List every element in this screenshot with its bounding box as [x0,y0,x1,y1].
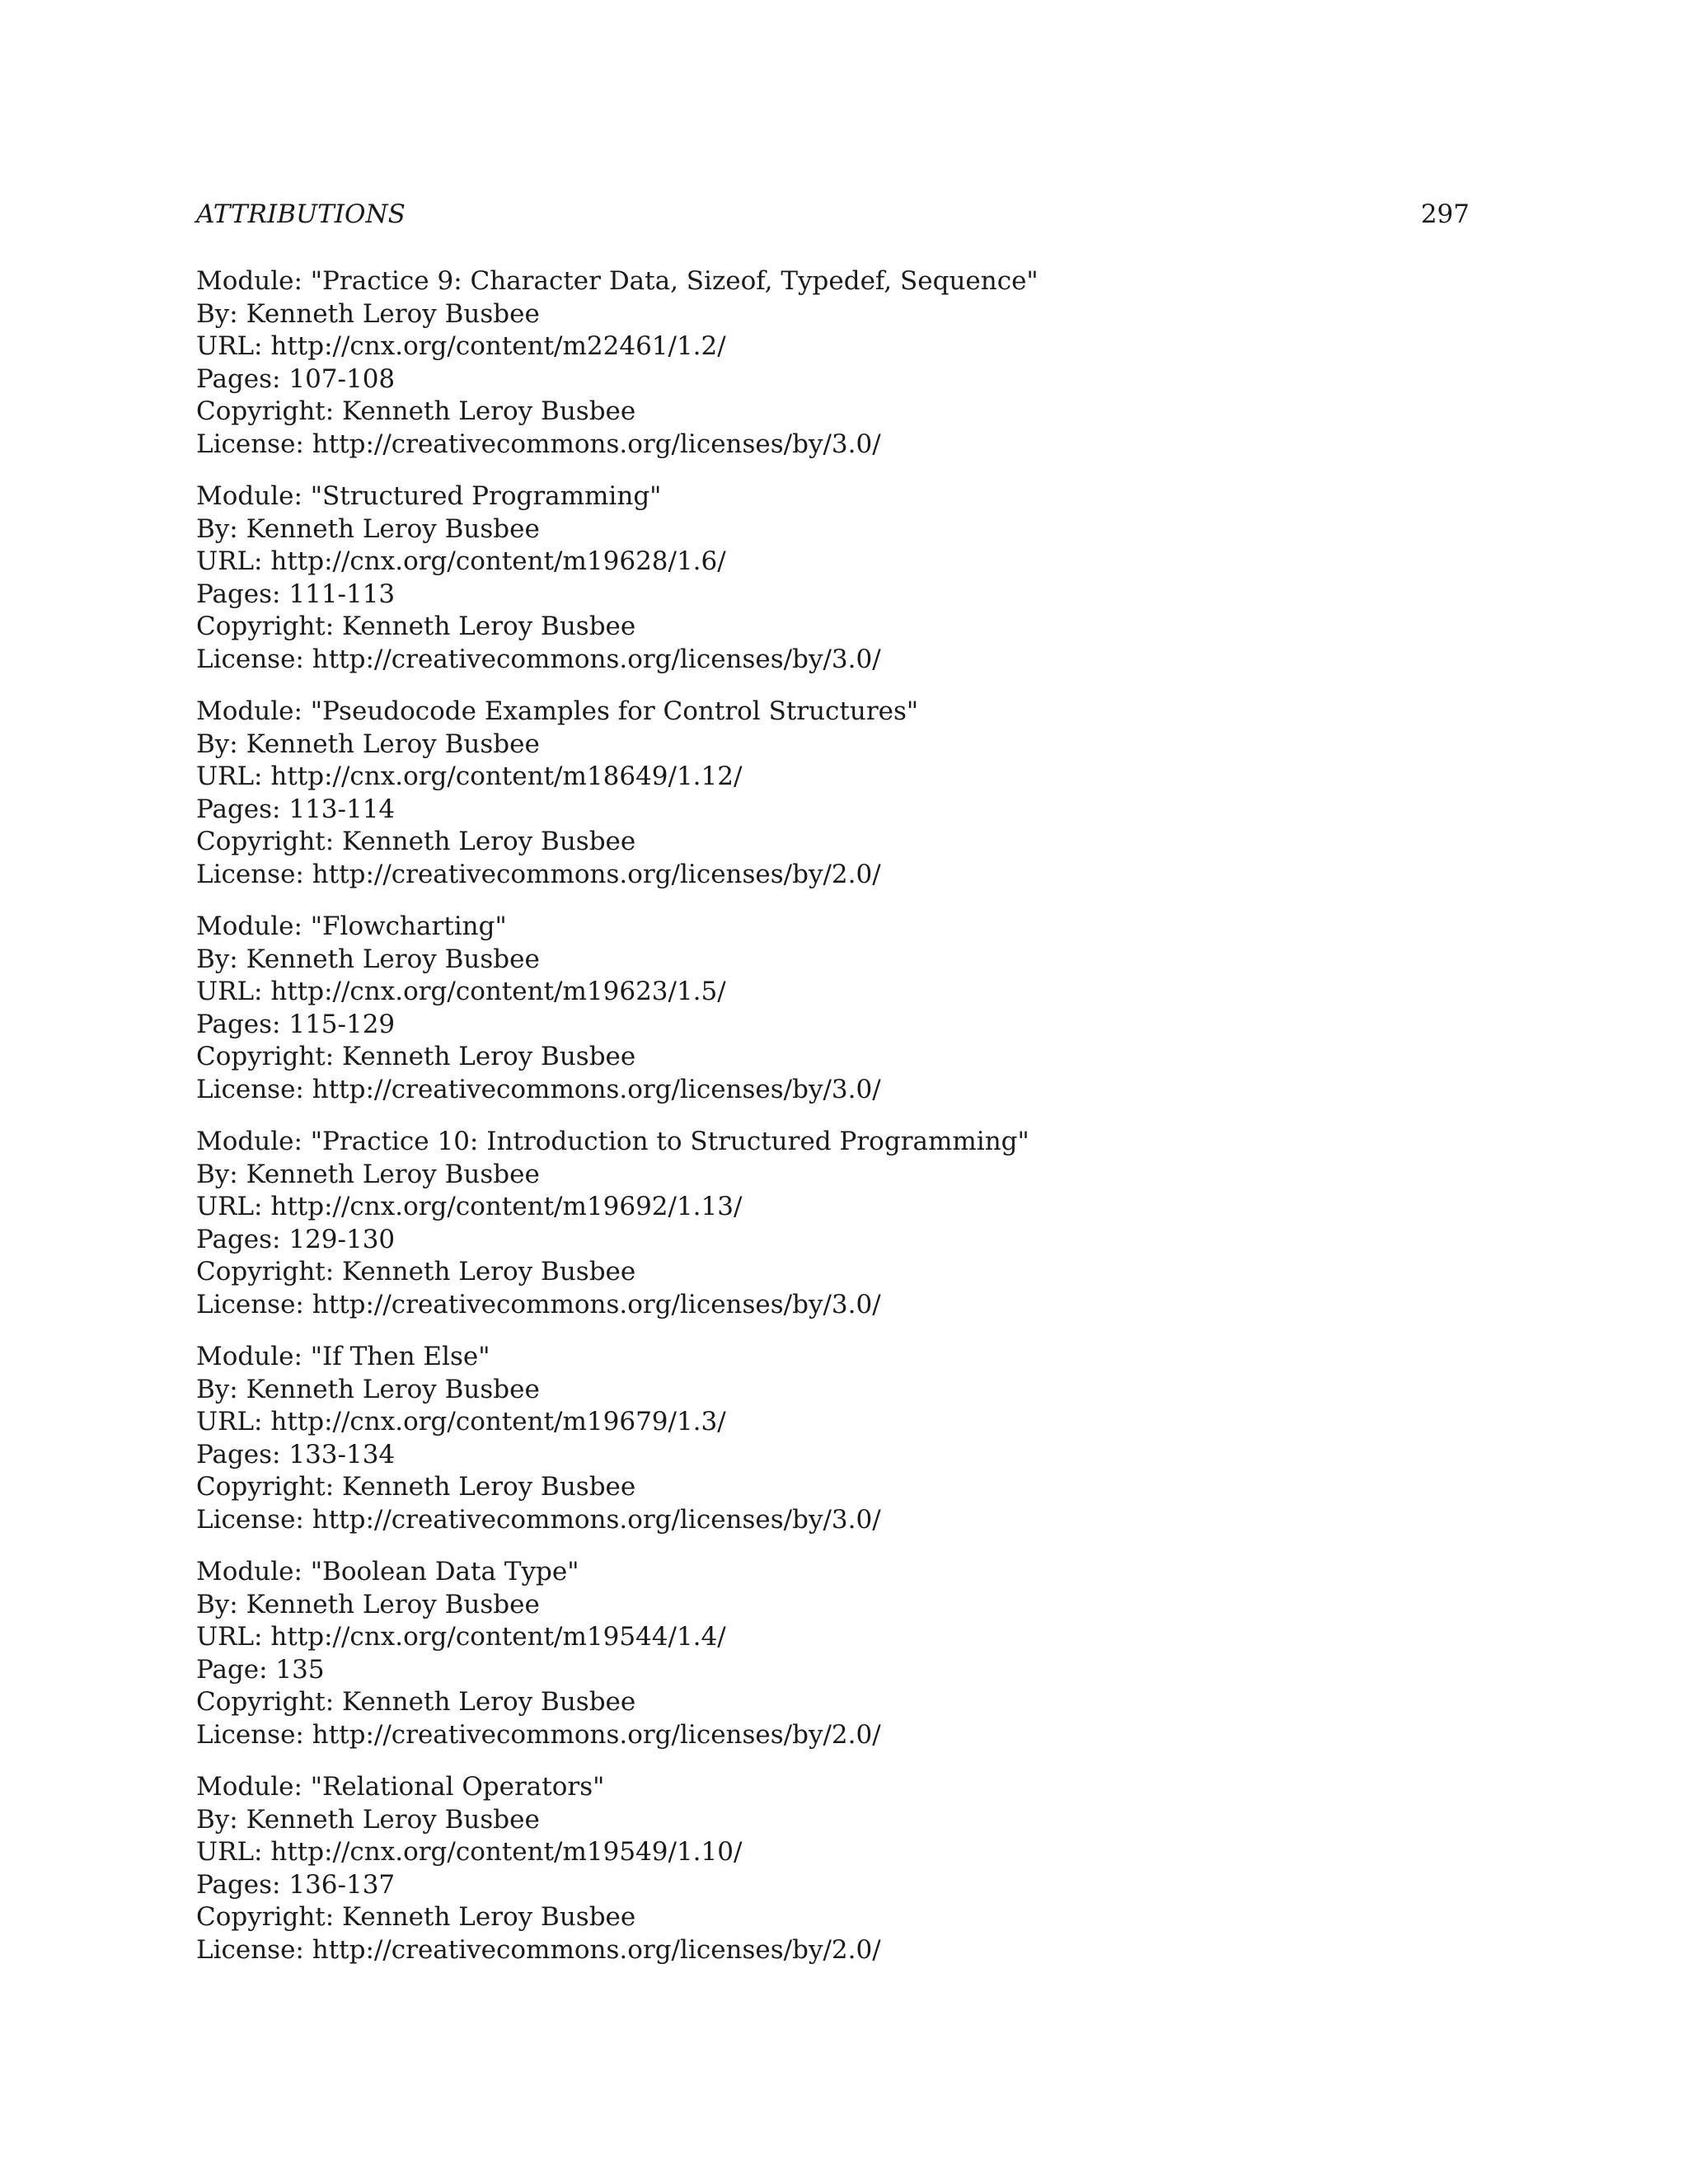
url-line: URL: http://cnx.org/content/m19628/1.6/ [196,546,726,576]
author-line: By: Kenneth Leroy Busbee [196,729,540,759]
pages-line: Pages: 113-114 [196,794,396,824]
attribution-entry [196,1126,1470,1321]
pages-line: Pages: 129-130 [196,1224,396,1254]
module-title: Module: "Pseudocode Examples for Control Structures" [196,696,919,726]
url-line: URL: http://cnx.org/content/m19549/1.10/ [196,1837,743,1867]
pages-line: Page: 135 [196,1654,325,1685]
attribution-entry [196,1341,1470,1536]
author-line: By: Kenneth Leroy Busbee [196,513,540,544]
url-line: URL: http://cnx.org/content/m18649/1.12/ [196,762,743,791]
author-line: By: Kenneth Leroy Busbee [196,1804,540,1835]
running-title: ATTRIBUTIONS [196,199,406,229]
page [196,198,1470,1986]
attribution-entry [196,480,1470,676]
attribution-entry [196,1771,1470,1966]
copyright-line: Copyright: Kenneth Leroy Busbee [196,1257,636,1286]
module-title: Module: "If Then Else" [196,1342,490,1371]
attribution-entry [196,1556,1470,1751]
attribution-list [196,265,1470,1966]
license-line: License: http://creativecommons.org/licenses/by/3.0/ [196,644,881,674]
module-title: Module: "Boolean Data Type" [196,1557,579,1586]
module-title: Module: "Structured Programming" [196,481,662,511]
attribution-entry [196,265,1470,461]
module-title: Module: "Practice 9: Character Data, Sizeof, Typedef, Sequence" [196,266,1039,296]
copyright-line: Copyright: Kenneth Leroy Busbee [196,396,636,426]
author-line: By: Kenneth Leroy Busbee [196,944,540,974]
author-line: By: Kenneth Leroy Busbee [196,1374,540,1404]
copyright-line: Copyright: Kenneth Leroy Busbee [196,1687,636,1717]
license-line: License: http://creativecommons.org/licenses/by/3.0/ [196,429,881,459]
module-title: Module: "Relational Operators" [196,1772,605,1802]
license-line: License: http://creativecommons.org/licenses/by/3.0/ [196,1289,881,1319]
license-line: License: http://creativecommons.org/licenses/by/3.0/ [196,1074,881,1104]
author-line: By: Kenneth Leroy Busbee [196,298,540,329]
url-line: URL: http://cnx.org/content/m19692/1.13/ [196,1192,743,1221]
copyright-line: Copyright: Kenneth Leroy Busbee [196,1042,636,1071]
pages-line: Pages: 136-137 [196,1869,396,1900]
pages-line: Pages: 133-134 [196,1439,396,1469]
license-line: License: http://creativecommons.org/licenses/by/2.0/ [196,1934,881,1965]
pages-line: Pages: 111-113 [196,579,396,609]
license-line: License: http://creativecommons.org/licenses/by/2.0/ [196,1719,881,1750]
author-line: By: Kenneth Leroy Busbee [196,1159,540,1189]
url-line: URL: http://cnx.org/content/m19544/1.4/ [196,1622,726,1652]
running-header [196,198,1470,231]
author-line: By: Kenneth Leroy Busbee [196,1589,540,1619]
attribution-entry [196,911,1470,1106]
module-title: Module: "Practice 10: Introduction to Structured Programming" [196,1127,1029,1156]
page-number: 297 [1420,199,1470,229]
url-line: URL: http://cnx.org/content/m19679/1.3/ [196,1407,726,1436]
module-title: Module: "Flowcharting" [196,912,507,941]
license-line: License: http://creativecommons.org/licenses/by/3.0/ [196,1504,881,1535]
copyright-line: Copyright: Kenneth Leroy Busbee [196,827,636,856]
attribution-entry [196,696,1470,891]
license-line: License: http://creativecommons.org/licenses/by/2.0/ [196,859,881,889]
copyright-line: Copyright: Kenneth Leroy Busbee [196,612,636,641]
pages-line: Pages: 115-129 [196,1009,396,1039]
url-line: URL: http://cnx.org/content/m22461/1.2/ [196,331,726,361]
url-line: URL: http://cnx.org/content/m19623/1.5/ [196,977,726,1006]
copyright-line: Copyright: Kenneth Leroy Busbee [196,1472,636,1502]
pages-line: Pages: 107-108 [196,363,396,394]
copyright-line: Copyright: Kenneth Leroy Busbee [196,1902,636,1932]
